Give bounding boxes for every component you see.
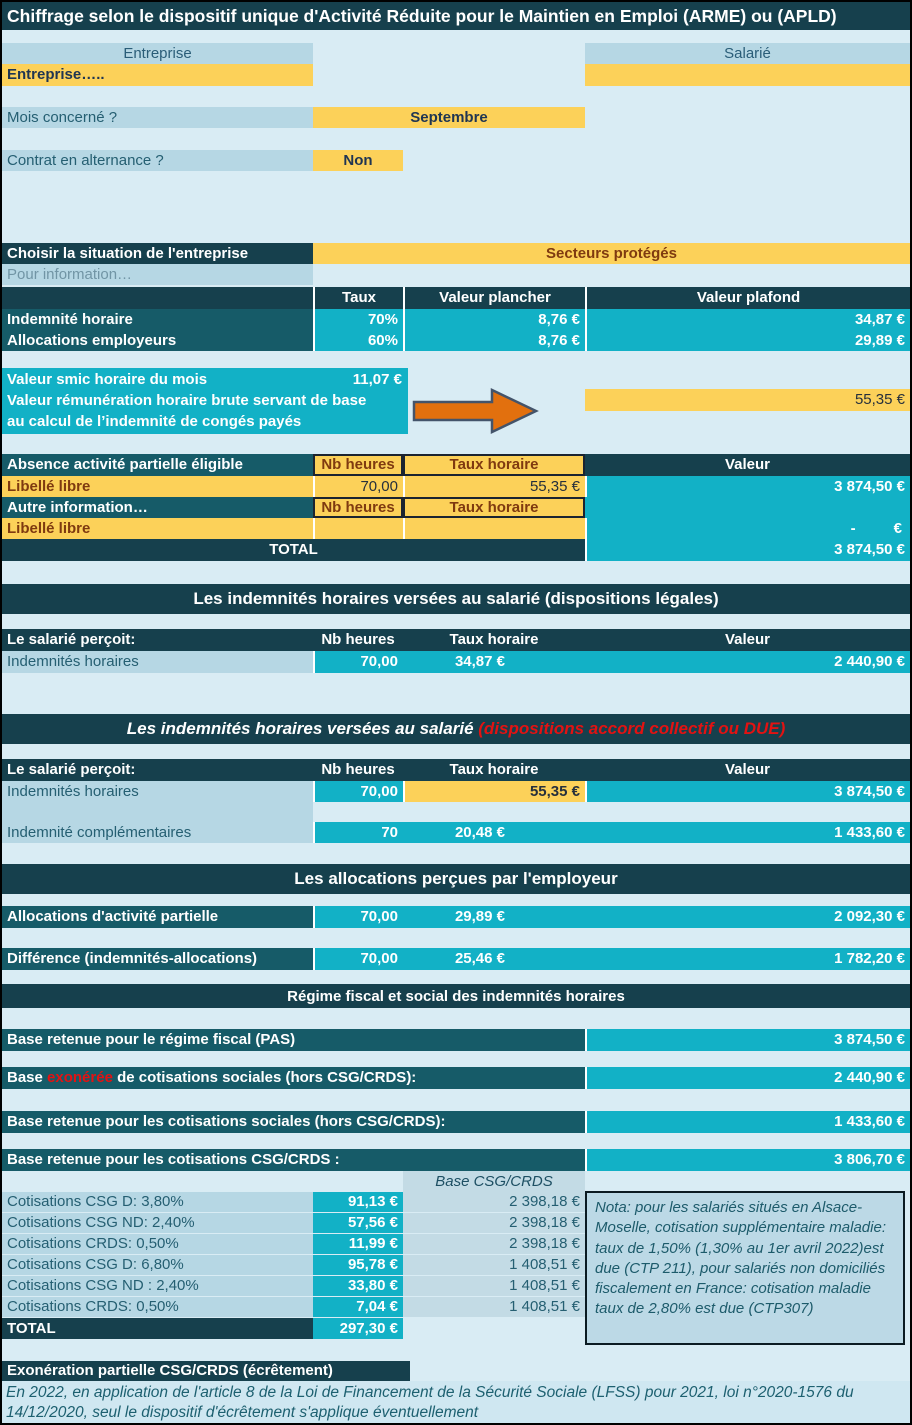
libelle-libre-row <box>2 476 910 497</box>
allocations-activite-valeur: 2 092,30 € <box>585 906 910 928</box>
cotisation-value: 11,99 € <box>313 1234 403 1254</box>
base-sociales-label: Base retenue pour les cotisations sociales (hors CSG/CRDS): <box>2 1111 585 1133</box>
footer-legal-text: En 2022, en application de l'article 8 de la Loi de Financement de la Sécurité Sociale (LFSS) pour 2021, loi n°2020-1576 du 14/12/2020, seul le dispositif d'écrêtement s'applique éventuellement <box>2 1381 910 1423</box>
situation-select[interactable]: Secteurs protégés <box>313 243 910 264</box>
entreprise-input[interactable]: Entreprise….. <box>2 64 313 86</box>
libelle-libre-input[interactable]: Libellé libre <box>2 476 313 497</box>
accord-header-row <box>2 759 910 781</box>
legal-header-row <box>2 629 910 651</box>
accord-row1-taux-input[interactable]: 55,35 € <box>403 781 585 802</box>
cotisation-base: 1 408,51 € <box>403 1255 585 1275</box>
base-row <box>2 1149 910 1171</box>
indemnites-horaires-nb: 70,00 <box>313 651 403 673</box>
cotisation-row <box>2 1213 585 1233</box>
cotisation-label: Cotisations CRDS: 0,50% <box>2 1234 313 1254</box>
col-taux-horaire: Taux horaire <box>449 761 539 779</box>
base-row <box>2 1111 910 1133</box>
cotisation-base: 1 408,51 € <box>403 1297 585 1317</box>
nota-alsace-moselle: Nota: pour les salariés situés en Alsace-Moselle, cotisation supplémentaire maladie: taux de 1,50% (1,30% au 1er avril 2022)est due (CTP 211), pour salariés non domiciliés fiscalement en France: cotisation maladie taux de 2,80% est due (CTP307) <box>585 1191 905 1345</box>
autre-col-taux: Taux horaire <box>403 497 585 518</box>
allocations-activite-nb: 70,00 <box>313 906 403 928</box>
cotisation-row <box>2 1276 585 1296</box>
cotisation-row <box>2 1234 585 1254</box>
base-row <box>2 1029 910 1051</box>
accord-row2-nb: 70 <box>313 822 403 843</box>
base-exoneree-label <box>2 1067 585 1089</box>
table-row <box>2 309 910 330</box>
smic-line3: au calcul de l’indemnité de congés payés <box>7 413 302 430</box>
absence-total-label: TOTAL <box>2 539 585 561</box>
salarie-percoit-label: Le salarié perçoit: <box>7 761 136 779</box>
cotisation-label: Cotisations CSG D: 3,80% <box>2 1192 313 1212</box>
libelle-libre-input[interactable]: Libellé libre <box>2 518 313 539</box>
employeur-row <box>2 948 910 970</box>
cotisations-total-value: 297,30 € <box>313 1318 403 1339</box>
autre-valeur-empty <box>585 497 910 518</box>
col-plafond-header: Valeur plafond <box>585 287 910 309</box>
base-row <box>2 1067 910 1089</box>
absence-header-label: Absence activité partielle éligible <box>2 454 313 476</box>
mois-select[interactable]: Septembre <box>313 107 585 128</box>
alternance-select[interactable]: Non <box>313 150 403 171</box>
col-plancher-header: Valeur plancher <box>403 287 585 309</box>
base-sociales-value: 1 433,60 € <box>585 1111 910 1133</box>
indemnite-horaire-taux: 70% <box>313 309 403 330</box>
section-accord-title <box>2 714 910 744</box>
rates-header-row <box>2 287 910 309</box>
indemnites-horaires-taux: 34,87 € <box>403 651 585 673</box>
accord-row2-valeur: 1 433,60 € <box>585 822 910 843</box>
indemnite-complementaires-label: Indemnité complémentaires <box>7 823 192 841</box>
smic-value: 11,07 € <box>352 371 402 388</box>
absence-total-row <box>2 539 910 561</box>
cotisation-row <box>2 1255 585 1275</box>
right-arrow-icon <box>412 388 539 434</box>
autre-information-label: Autre information… <box>2 497 313 518</box>
legal-row <box>2 651 910 673</box>
allocations-employeurs-label: Allocations employeurs <box>2 330 313 351</box>
cotisation-row <box>2 1192 585 1212</box>
cotisation-base: 2 398,18 € <box>403 1213 585 1233</box>
difference-nb: 70,00 <box>313 948 403 970</box>
pour-information-label: Pour information… <box>2 264 313 285</box>
cotisation-base: 1 408,51 € <box>403 1276 585 1296</box>
section-accord-title-red: (dispositions accord collectif ou DUE) <box>473 719 786 738</box>
base-exoneree-post: de cotisations sociales (hors CSG/CRDS): <box>112 1069 417 1087</box>
alternance-label: Contrat en alternance ? <box>2 150 313 171</box>
allocations-activite-label: Allocations d'activité partielle <box>2 906 313 928</box>
situation-label: Choisir la situation de l'entreprise <box>2 243 313 264</box>
remuneration-brute-value[interactable]: 55,35 € <box>585 389 910 411</box>
cotisation-label: Cotisations CRDS: 0,50% <box>2 1297 313 1317</box>
libelle-nb-input[interactable]: 70,00 <box>313 476 403 497</box>
exoneration-band: Exonération partielle CSG/CRDS (écrêtement) <box>2 1361 410 1381</box>
cotisation-value: 57,56 € <box>313 1213 403 1233</box>
col-valeur: Valeur <box>724 761 771 779</box>
libelle-nb-input[interactable] <box>313 518 403 539</box>
salarie-header: Salarié <box>585 43 910 64</box>
section-regime-title: Régime fiscal et social des indemnités horaires <box>2 984 910 1008</box>
euro-sign: € <box>893 519 902 537</box>
accord-label-block <box>2 781 313 843</box>
indemnite-horaire-plafond: 34,87 € <box>585 309 910 330</box>
difference-taux: 25,46 € <box>403 948 585 970</box>
indemnites-horaires-label: Indemnités horaires <box>2 651 313 673</box>
indemnite-horaire-label: Indemnité horaire <box>2 309 313 330</box>
absence-total-value: 3 874,50 € <box>585 539 910 561</box>
base-csg-value: 3 806,70 € <box>585 1149 910 1171</box>
cotisation-label: Cotisations CSG D: 6,80% <box>2 1255 313 1275</box>
cotisation-value: 91,13 € <box>313 1192 403 1212</box>
section-employeur-title: Les allocations perçues par l'employeur <box>2 864 910 894</box>
col-nb-heures: Nb heures <box>321 631 395 649</box>
cotisation-value: 33,80 € <box>313 1276 403 1296</box>
cotisations-total-row <box>2 1318 585 1339</box>
page-title: Chiffrage selon le dispositif unique d'Activité Réduite pour le Maintien en Emploi (ARME) ou (APLD) <box>2 2 910 30</box>
accord-row1-nb: 70,00 <box>313 781 403 802</box>
col-taux-horaire: Taux horaire <box>449 631 539 649</box>
libelle-valeur: 3 874,50 € <box>585 476 910 497</box>
base-fiscal-value: 3 874,50 € <box>585 1029 910 1051</box>
allocations-employeurs-taux: 60% <box>313 330 403 351</box>
section-legal-title: Les indemnités horaires versées au salarié (dispositions légales) <box>2 584 910 614</box>
entreprise-header: Entreprise <box>2 43 313 64</box>
indemnites-horaires-valeur: 2 440,90 € <box>585 651 910 673</box>
dash-value: - <box>850 519 856 537</box>
salarie-input[interactable] <box>585 64 910 86</box>
absence-col-nb: Nb heures <box>313 454 403 476</box>
allocations-employeurs-plancher: 8,76 € <box>403 330 585 351</box>
difference-label: Différence (indemnités-allocations) <box>2 948 313 970</box>
absence-header-row <box>2 454 910 476</box>
smic-line1: Valeur smic horaire du mois <box>7 371 208 388</box>
smic-info-block <box>2 368 408 434</box>
col-nb-heures: Nb heures <box>321 761 395 779</box>
cotisation-label: Cotisations CSG ND : 2,40% <box>2 1276 313 1296</box>
col-valeur: Valeur <box>724 631 771 649</box>
libelle-taux-input[interactable] <box>403 518 585 539</box>
indemnite-horaire-plancher: 8,76 € <box>403 309 585 330</box>
cotisation-row <box>2 1297 585 1317</box>
mois-label: Mois concerné ? <box>2 107 313 128</box>
cotisation-label: Cotisations CSG ND: 2,40% <box>2 1213 313 1233</box>
cotisation-base: 2 398,18 € <box>403 1234 585 1254</box>
libelle-libre-row <box>2 518 910 539</box>
libelle-taux-input[interactable]: 55,35 € <box>403 476 585 497</box>
accord-row2-taux: 20,48 € <box>403 822 585 843</box>
section-accord-title-white: Les indemnités horaires versées au salarié <box>126 719 474 738</box>
absence-col-valeur: Valeur <box>585 454 910 476</box>
cotisation-base: 2 398,18 € <box>403 1192 585 1212</box>
autre-col-nb: Nb heures <box>313 497 403 518</box>
autre-information-row <box>2 497 910 518</box>
difference-valeur: 1 782,20 € <box>585 948 910 970</box>
cotisation-value: 95,78 € <box>313 1255 403 1275</box>
base-fiscal-label: Base retenue pour le régime fiscal (PAS) <box>2 1029 585 1051</box>
table-row <box>2 330 910 351</box>
accord-row1-valeur: 3 874,50 € <box>585 781 910 802</box>
allocations-employeurs-plafond: 29,89 € <box>585 330 910 351</box>
col-taux-header: Taux <box>313 287 403 309</box>
salarie-percoit-label: Le salarié perçoit: <box>7 631 136 649</box>
base-csg-label: Base retenue pour les cotisations CSG/CRDS : <box>2 1149 585 1171</box>
libelle-valeur-empty <box>585 518 910 539</box>
indemnites-horaires-label: Indemnités horaires <box>7 782 139 800</box>
cotisation-value: 7,04 € <box>313 1297 403 1317</box>
base-exoneree-pre: Base <box>7 1069 48 1087</box>
cotisations-total-label: TOTAL <box>2 1318 313 1339</box>
absence-col-taux: Taux horaire <box>403 454 585 476</box>
employeur-row <box>2 906 910 928</box>
allocations-activite-taux: 29,89 € <box>403 906 585 928</box>
base-exoneree-red: exonérée <box>47 1069 113 1087</box>
base-exoneree-value: 2 440,90 € <box>585 1067 910 1089</box>
base-csgcrds-col-header: Base CSG/CRDS <box>403 1171 585 1192</box>
smic-line2: Valeur rémunération horaire brute servant de base <box>7 392 367 409</box>
